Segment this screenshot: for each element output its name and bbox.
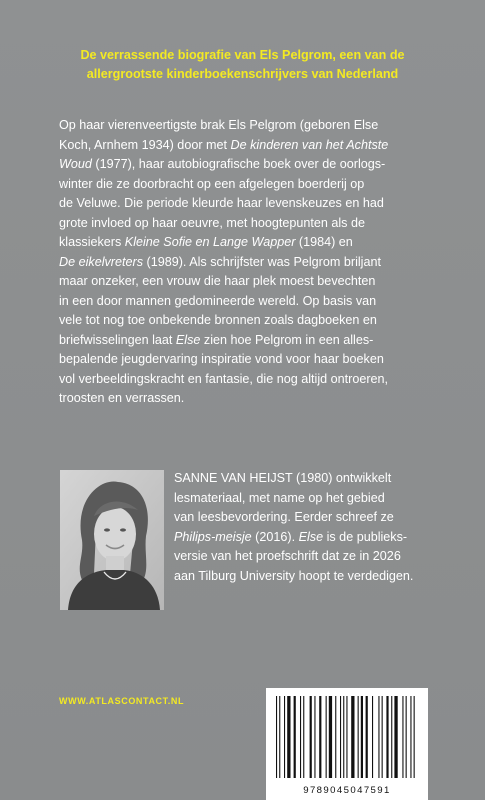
barcode-bar: [326, 696, 327, 778]
book-title: Philips-meisje: [174, 529, 252, 544]
blurb-line: Op haar vierenveertigste brak Els Pelgrom (geboren Else: [59, 118, 379, 132]
blurb-line: winter die ze doorbracht op een afgelegen boerderij op: [59, 176, 365, 191]
barcode-bar: [361, 696, 363, 778]
blurb-segment: briefwisselingen laat: [59, 332, 176, 347]
bio-segment: is de publieks-: [323, 529, 408, 544]
bio-line: aan Tilburg University hoopt te verdedigen.: [174, 568, 414, 583]
barcode-bar: [378, 696, 379, 778]
blurb-segment: zien hoe Pelgrom in een alles-: [200, 332, 374, 347]
blurb-line: vol verbeeldingskracht en fantasie, die nog altijd ontroeren,: [59, 371, 389, 386]
book-title: Else: [175, 332, 201, 347]
barcode-bar: [394, 696, 397, 778]
blurb-line: maar onzeker, een vrouw die haar plek moest bevechten: [59, 274, 376, 288]
barcode-bar: [314, 696, 315, 778]
barcode-bar: [310, 696, 312, 778]
blurb-segment: (1984) en: [295, 235, 353, 249]
tagline-line: allergrootste kinderboekenschrijvers van Nederland: [86, 67, 399, 81]
barcode-bar: [329, 696, 332, 778]
barcode-bar: [284, 696, 285, 778]
barcode-bar: [279, 696, 280, 778]
bio-line: [174, 528, 454, 548]
bio-line: SANNE VAN HEIJST (1980) ontwikkelt: [174, 471, 392, 485]
barcode-bar: [300, 696, 301, 778]
bio-line: lesmateriaal, met name op het gebied: [174, 490, 385, 505]
author-bio: [174, 469, 454, 586]
barcode-bar: [372, 696, 373, 778]
barcode-bar: [294, 696, 296, 778]
blurb-line: [59, 136, 451, 156]
bio-line: versie van het proefschrift dat ze in 2026: [174, 549, 401, 563]
barcode-bar: [346, 696, 347, 778]
blurb-segment: (1977), haar autobiografische boek over de oorlogs-: [91, 157, 386, 171]
book-title: Woud: [59, 157, 92, 171]
book-title: De eikelvreters: [59, 254, 143, 269]
book-title: Kleine Sofie en Lange Wapper: [124, 235, 296, 249]
blurb-line: de Veluwe. Die periode kleurde haar levenskeuzes en had: [59, 196, 384, 210]
tagline-line: De verrassende biografie van Els Pelgrom, een van de: [80, 48, 405, 62]
book-title: De kinderen van het Achtste: [230, 137, 389, 152]
barcode-bar: [391, 696, 392, 778]
barcode-bar: [343, 696, 344, 778]
blurb-line: [59, 253, 451, 273]
author-photo-image: [60, 470, 164, 610]
barcode-bar: [319, 696, 321, 778]
blurb-line: in een door mannen gedomineerde wereld. Op basis van: [59, 293, 377, 308]
bio-segment: (2016).: [251, 529, 299, 544]
book-title: Else: [298, 529, 324, 544]
barcode-bar: [287, 696, 290, 778]
blurb-line: vele tot nog toe onbekende bronnen zoals dagboeken en: [59, 313, 377, 327]
blurb-segment: (1989). Als schrijfster was Pelgrom briljant: [143, 254, 381, 269]
barcode-bar: [386, 696, 388, 778]
barcode: [266, 688, 428, 800]
author-photo: [60, 470, 164, 610]
barcode-bar: [351, 696, 354, 778]
barcode-bar: [358, 696, 359, 778]
blurb-segment: klassiekers: [59, 235, 125, 249]
barcode-bar: [414, 696, 415, 778]
barcode-bar: [402, 696, 403, 778]
blurb-line: bepalende jeugdervaring inspiratie vond voor haar boeken: [59, 352, 384, 366]
blurb-line: troosten en verrassen.: [59, 391, 185, 405]
barcode-bar: [335, 696, 336, 778]
isbn-number: 9789045047591: [303, 785, 391, 796]
blurb-line: [59, 155, 451, 175]
barcode-bar: [366, 696, 368, 778]
barcode-bar: [406, 696, 407, 778]
blurb-line: grote invloed op haar oeuvre, met hoogtepunten als de: [59, 215, 365, 230]
blurb-text: [59, 116, 451, 409]
barcode-bar: [410, 696, 411, 778]
barcode-bar: [303, 696, 304, 778]
bio-line: van leesbevordering. Eerder schreef ze: [174, 510, 394, 524]
blurb-line: [59, 233, 451, 253]
barcode-bar: [382, 696, 383, 778]
blurb-segment: Koch, Arnhem 1934) door met: [59, 137, 231, 152]
tagline: [40, 46, 445, 84]
barcode-bars: [274, 696, 420, 778]
blurb-line: [59, 331, 451, 351]
publisher-website: WWW.ATLASCONTACT.NL: [59, 696, 185, 706]
barcode-bar: [340, 696, 341, 778]
barcode-bar: [276, 696, 277, 778]
